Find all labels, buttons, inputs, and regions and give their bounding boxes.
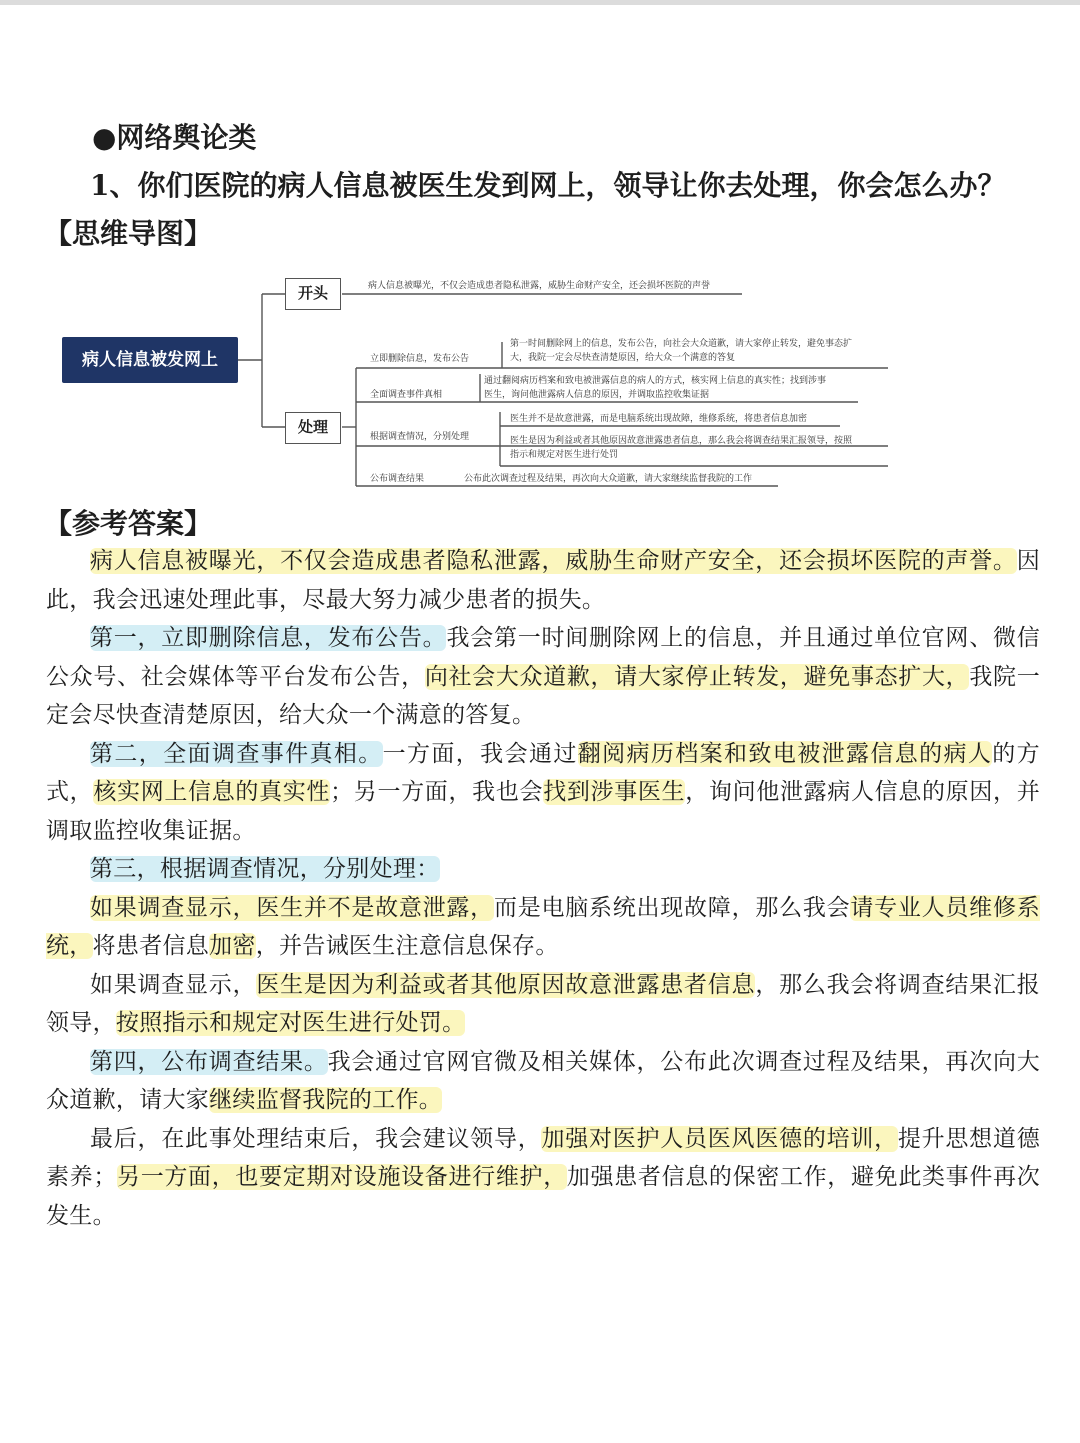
- section-heading: 第三，根据调查情况，分别处理：: [90, 856, 440, 882]
- mindmap-step3-text-b2: 指示和规定对医生进行处罚: [510, 449, 619, 459]
- highlight: 继续监督我院的工作。: [209, 1087, 443, 1113]
- text-run: 因此，我会迅速处理此事，尽最大努力减少患者的损失。: [46, 548, 1040, 613]
- category-heading: ●网络舆论类: [92, 121, 257, 154]
- highlight: 另一方面，也要定期对设施设备进行维护，: [116, 1164, 567, 1190]
- mindmap-step4-label: 公布调查结果: [370, 473, 425, 483]
- text-run: ，并告诫医生注意信息保存。: [255, 933, 559, 959]
- mindmap-step1-text-2: 大，我院一定会尽快查清楚原因，给大众一个满意的答复: [510, 352, 736, 362]
- highlight: 加强对医护人员医风医德的培训，: [541, 1125, 898, 1152]
- highlight: 找到涉事医生: [543, 779, 686, 805]
- section-heading: 第四，公布调查结果。: [90, 1048, 328, 1075]
- answer-paragraph-8: [46, 1120, 1040, 1236]
- mindmap-step2-label: 全面调查事件真相: [370, 389, 443, 399]
- text-run: 一方面，我会通过: [382, 740, 578, 767]
- section-heading: 第二，全面调查事件真相。: [90, 740, 383, 767]
- highlight: 医生是因为利益或者其他原因故意泄露患者信息: [256, 971, 756, 998]
- mindmap-step3-label: 根据调查情况，分别处理: [370, 431, 470, 441]
- highlight: 核实网上信息的真实性: [93, 779, 331, 805]
- mindmap-step3-text-b1: 医生是因为利益或者其他原因故意泄露患者信息，那么我会将调查结果汇报领导，按照: [510, 435, 853, 445]
- answer-paragraph-3: [46, 735, 1040, 851]
- highlight: 病人信息被曝光，不仅会造成患者隐私泄露，威胁生命财产安全，还会损坏医院的声誉。: [90, 548, 1017, 574]
- text-run: ；另一方面，我也会: [330, 779, 544, 805]
- mindmap-step1-text-1: 第一时间删除网上的信息，发布公告，向社会大众道歉，请大家停止转发，避免事态扩: [510, 338, 853, 348]
- answer-paragraph-2: [46, 619, 1040, 735]
- mind-map: [0, 270, 1080, 500]
- mindmap-step1-label: 立即删除信息，发布公告: [370, 353, 470, 363]
- top-border: [0, 0, 1080, 5]
- text-run: 将患者信息: [92, 933, 210, 959]
- text-run: 提升思想道德素养；: [46, 1125, 1040, 1190]
- mindmap-root-node: 病人信息被发网上: [62, 337, 238, 383]
- answer-paragraph-1: [46, 542, 1040, 619]
- answer-paragraph-5: [46, 889, 1040, 966]
- question-heading: 1、你们医院的病人信息被医生发到网上，领导让你去处理，你会怎么办？: [90, 169, 1006, 202]
- answer-body: [46, 542, 1040, 1235]
- text-run: 我院一定会尽快查清楚原因，给大众一个满意的答复。: [46, 663, 1040, 728]
- section-heading: 第一，立即删除信息，发布公告。: [90, 625, 447, 651]
- text-run: ，那么我会将调查结果汇报领导，: [46, 971, 1040, 1036]
- highlight: 加密: [209, 933, 256, 959]
- text-run: 我会第一时间删除网上的信息，并且通过单位官网、微信公众号、社会媒体等平台发布公告，: [46, 625, 1041, 690]
- highlight: 如果调查显示，医生并不是故意泄露，: [90, 894, 494, 921]
- text-run: 加强患者信息的保密工作，避免此类事件再次发生。: [46, 1164, 1041, 1229]
- mindmap-step2-text-1: 通过翻阅病历档案和致电被泄露信息的病人的方式，核实网上信息的真实性；找到涉事: [484, 375, 827, 385]
- text-run: 而是电脑系统出现故障，那么我会: [493, 894, 851, 921]
- mindmap-title: 【思维导图】: [44, 217, 213, 250]
- highlight: 按照指示和规定对医生进行处罚。: [115, 1010, 466, 1036]
- answer-paragraph-6: [46, 966, 1040, 1043]
- mindmap-step2-text-2: 医生，询问他泄露病人信息的原因，并调取监控收集证据: [484, 389, 710, 399]
- mindmap-open-text: 病人信息被曝光，不仅会造成患者隐私泄露，威胁生命财产安全，还会损坏医院的声誉: [368, 280, 711, 290]
- answer-paragraph-4: [46, 850, 1040, 889]
- highlight: 向社会大众道歉，请大家停止转发，避免事态扩大，: [424, 663, 970, 690]
- text-run: 如果调查显示，: [90, 971, 257, 998]
- highlight: 翻阅病历档案和致电被泄露信息的病人: [577, 740, 993, 767]
- text-run: 最后，在此事处理结束后，我会建议领导，: [90, 1125, 542, 1152]
- answer-title: 【参考答案】: [44, 507, 213, 540]
- answer-paragraph-7: [46, 1043, 1040, 1120]
- text-run: 我会通过官网官微及相关媒体，公布此次调查过程及结果，再次向大众道歉，请大家: [46, 1048, 1041, 1113]
- mindmap-step4-text: 公布此次调查过程及结果，再次向大众道歉，请大家继续监督我院的工作: [464, 473, 753, 483]
- highlight: 请专业人员维修系统，: [46, 894, 1041, 959]
- mindmap-node-open: 开头: [285, 278, 341, 310]
- mindmap-node-handle: 处理: [285, 412, 341, 444]
- mindmap-step3-text-a: 医生并不是故意泄露，而是电脑系统出现故障，维修系统，将患者信息加密: [510, 413, 808, 423]
- text-run: 的方式，: [46, 740, 1040, 805]
- text-run: ，询问他泄露病人信息的原因，并调取监控收集证据。: [46, 779, 1040, 844]
